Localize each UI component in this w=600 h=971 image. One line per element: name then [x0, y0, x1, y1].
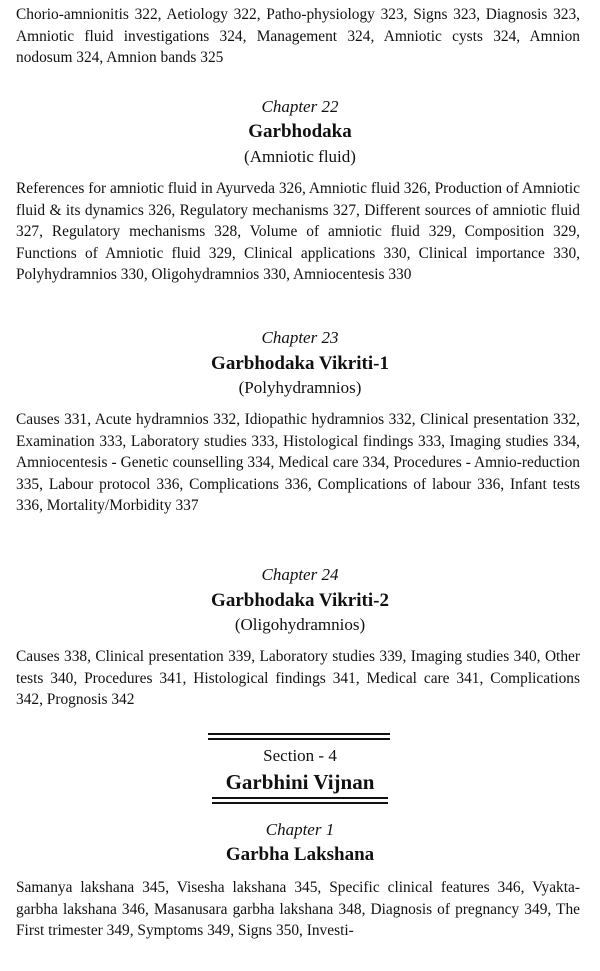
chapter-21-contents-continued: Chorio-amnionitis 322, Aetiology 322, Patho-physiology 323, Signs 323, Diagnosis 323, Amniotic fluid investigations 324, Management 324, Amniotic cysts 324, Amnion nodosum 324, Amnion bands 325 [16, 6, 580, 66]
chapter-24-contents: Causes 338, Clinical presentation 339, Laboratory studies 339, Imaging studies 340, Other tests 340, Procedures 341, Histological findings 341, Medical care 341, Complications 342, Prognosis 342 [16, 648, 580, 708]
chapter-24-title: Garbhodaka Vikriti-2 [211, 590, 389, 611]
chapter-22-subtitle: (Amniotic fluid) [244, 147, 356, 166]
chapter-24-label: Chapter 24 [261, 565, 339, 584]
chapter-23-title: Garbhodaka Vikriti-1 [211, 353, 389, 374]
section-chapter-1-label: Chapter 1 [265, 820, 335, 839]
section-divider-bottom-line-2 [212, 802, 388, 804]
section-title: Garbhini Vijnan [225, 770, 375, 794]
section-chapter-1-contents: Samanya lakshana 345, Visesha lakshana 345, Specific clinical features 346, Vyakta-garbha lakshana 346, Masanusara garbha lakshana 348, Diagnosis of pregnancy 349, The First trimester 349, Symptoms 349, Signs 350, Investi- [16, 879, 580, 939]
chapter-23-contents: Causes 331, Acute hydramnios 332, Idiopathic hydramnios 332, Clinical presentation 332, Examination 333, Laboratory studies 333, Histological findings 333, Imaging studies 334, Amniocentesis - Genetic counselling 334, Medical care 334, Procedures - Amnio-reduction 335, Labour protocol 336, Complications 336, Complications of labour 336, Infant tests 336, Mortality/Morbidity 337 [16, 411, 580, 514]
chapter-23-label: Chapter 23 [261, 328, 339, 347]
chapter-23-subtitle: (Polyhydramnios) [238, 378, 362, 397]
chapter-22-contents: References for amniotic fluid in Ayurveda 326, Amniotic fluid 326, Production of Amniotic fluid & its dynamics 326, Regulatory mechanisms 327, Different sources of amniotic fluid 327, Regulatory mechanisms 328, Volume of amniotic fluid 329, Composition 329, Functions of Amniotic fluid 329, Clinical applications 330, Clinical importance 330, Polyhydramnios 330, Oligohydramnios 330, Amniocentesis 330 [16, 180, 580, 283]
section-chapter-1-title: Garbha Lakshana [225, 844, 375, 865]
section-divider-top-line-2 [208, 738, 390, 740]
section-divider-top-line-1 [208, 733, 390, 735]
chapter-22-title: Garbhodaka [248, 121, 352, 142]
section-divider-bottom-line-1 [212, 797, 388, 799]
chapter-24-subtitle: (Oligohydramnios) [234, 615, 366, 634]
chapter-22-label: Chapter 22 [261, 97, 339, 116]
section-label: Section - 4 [263, 746, 337, 765]
